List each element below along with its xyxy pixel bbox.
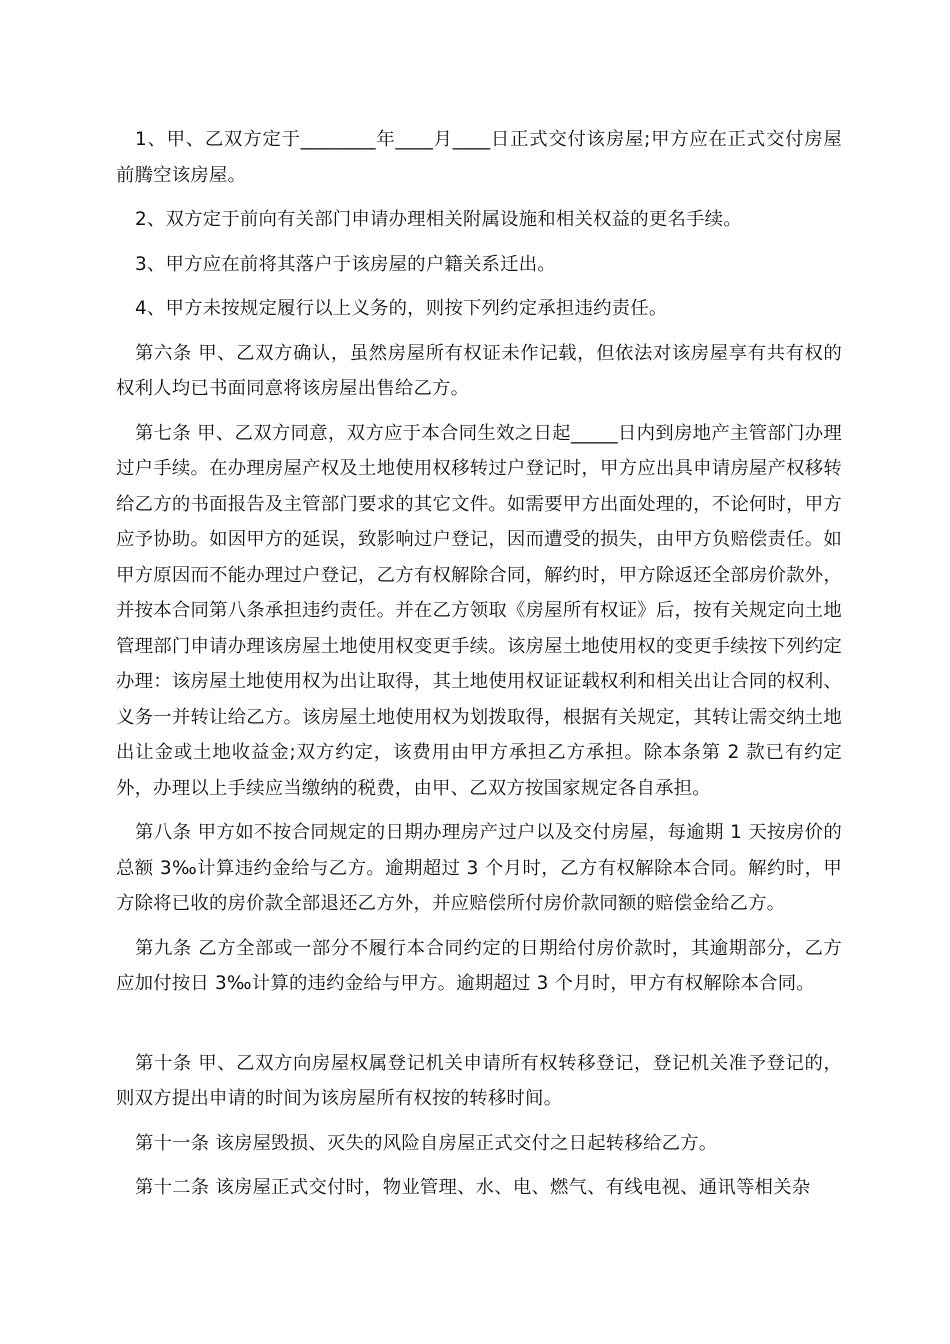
article-12: 第十二条 该房屋正式交付时，物业管理、水、电、燃气、有线电视、通讯等相关杂 — [135, 1177, 811, 1198]
article-10: 第十条 甲、乙双方向房屋权属登记机关申请所有权转移登记，登记机关准予登记的，则双方提出申请的时间为该房屋所有权按的转移时间。 — [116, 1052, 842, 1109]
article-11: 第十一条 该房屋毁损、灭失的风险自房屋正式交付之日起转移给乙方。 — [135, 1132, 718, 1154]
clause-household-registration: 3、甲方应在前将其落户于该房屋的户籍关系迁出。 — [135, 253, 556, 275]
article-6: 第六条 甲、乙双方确认，虽然房屋所有权证未作记载，但依法对该房屋享有共有权的权利人均已书面同意将该房屋出售给乙方。 — [116, 342, 842, 399]
clause-rename-procedures: 2、双方定于前向有关部门申请办理相关附属设施和相关权益的更名手续。 — [135, 209, 742, 230]
document-page — [116, 122, 842, 1215]
article-9: 第九条 乙方全部或一部分不履行本合同约定的日期给付房价款时，其逾期部分，乙方应加付按日 3‰计算的违约金给与甲方。逾期超过 3 个月时，甲方有权解除本合同。 — [116, 937, 842, 994]
article-8: 第八条 甲方如不按合同规定的日期办理房产过户以及交付房屋，每逾期 1 天按房价的总额 3‰计算违约金给与乙方。逾期超过 3 个月时，乙方有权解除本合同。解约时，甲方除将已收的房价款全部退还乙方外，并应赔偿所付房价款同额的赔偿金给乙方。 — [116, 822, 842, 914]
article-7: 第七条 甲、乙双方同意，双方应于本合同生效之日起_____日内到房地产主管部门办理过户手续。在办理房屋产权及土地使用权移转过户登记时，甲方应出具申请房屋产权移转给乙方的书面报告及主管部门要求的其它文件。如需要甲方出面处理的，不论何时，甲方应予协助。如因甲方的延误，致影响过户登记，因而遭受的损失，由甲方负赔偿责任。如甲方原因而不能办理过户登记，乙方有权解除合同，解约时，甲方除返还全部房价款外，并按本合同第八条承担违约责任。并在乙方领取《房屋所有权证》后，按有关规定向土地管理部门申请办理该房屋土地使用权变更手续。该房屋土地使用权的变更手续按下列约定办理：该房屋土地使用权为出让取得，其土地使用权证证载权利和相关出让合同的权利、义务一并转让给乙方。该房屋土地使用权为划拨取得，根据有关规定，其转让需交纳土地出让金或土地收益金;双方约定，该费用由甲方承担乙方承担。除本条第 2 款已有约定外，办理以上手续应当缴纳的税费，由甲、乙双方按国家规定各自承担。 — [116, 422, 842, 799]
clause-breach-liability: 4、甲方未按规定履行以上义务的，则按下列约定承担违约责任。 — [135, 298, 668, 319]
clause-delivery-date: 1、甲、乙双方定于________年____月____日正式交付该房屋;甲方应在正式交付房屋前腾空该房屋。 — [116, 129, 842, 186]
